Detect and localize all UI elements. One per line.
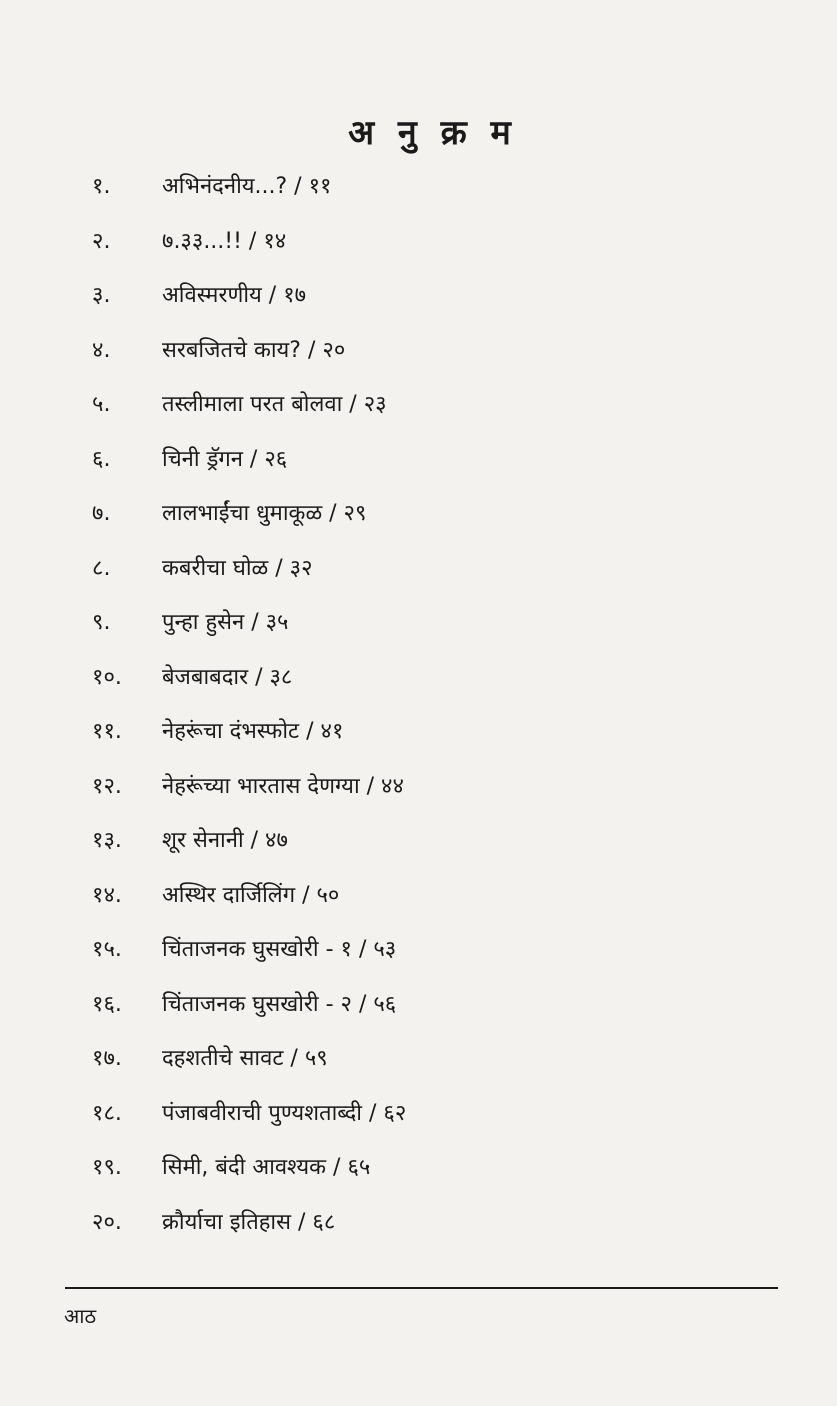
- toc-entry-title: अविस्मरणीय / १७: [162, 283, 307, 308]
- toc-entry: [0, 928, 837, 983]
- toc-entry-number: १७.: [92, 1046, 122, 1071]
- toc-entry-title: सिमी, बंदी आवश्यक / ६५: [162, 1155, 371, 1180]
- toc-entry-title: ७.३३...!! / १४: [162, 228, 287, 254]
- toc-entry: [0, 874, 837, 929]
- toc-entry: [0, 710, 837, 765]
- toc-entry-title: चिंताजनक घुसखोरी - २ / ५६: [162, 991, 397, 1017]
- table-of-contents: [0, 165, 837, 1255]
- toc-entry: [0, 656, 837, 711]
- toc-entry-number: ५.: [92, 392, 111, 417]
- toc-entry-title: कबरीचा घोळ / ३२: [162, 555, 313, 581]
- toc-entry-number: ३.: [92, 283, 111, 308]
- toc-entry-number: ४.: [92, 337, 111, 363]
- toc-entry-title: पंजाबवीराची पुण्यशताब्दी / ६२: [162, 1100, 407, 1126]
- toc-entry-title: अभिनंदनीय...? / ११: [162, 174, 332, 199]
- toc-entry: [0, 1201, 837, 1256]
- toc-entry-title: नेहरूंच्या भारतास देणग्या / ४४: [162, 773, 404, 799]
- toc-entry: [0, 492, 837, 547]
- toc-entry-number: १५.: [92, 937, 122, 962]
- toc-entry-title: तस्लीमाला परत बोलवा / २३: [162, 392, 387, 417]
- toc-entry-title: बेजबाबदार / ३८: [162, 664, 293, 690]
- toc-entry-title: लालभाईंचा धुमाकूळ / २९: [162, 501, 367, 526]
- toc-entry-number: २.: [92, 228, 111, 254]
- toc-entry: [0, 1092, 837, 1147]
- toc-entry-title: दहशतीचे सावट / ५९: [162, 1046, 328, 1071]
- toc-entry-number: १४.: [92, 882, 122, 908]
- toc-entry-number: १२.: [92, 773, 122, 799]
- toc-entry: [0, 165, 837, 220]
- toc-entry: [0, 765, 837, 820]
- toc-entry-title: सरबजितचे काय? / २०: [162, 337, 346, 363]
- toc-entry-number: १.: [92, 174, 111, 199]
- toc-entry-number: १६.: [92, 991, 122, 1017]
- toc-entry-title: चिनी ड्रॅगन / २६: [162, 446, 288, 472]
- footer-divider: [65, 1287, 778, 1289]
- toc-entry-number: ८.: [92, 555, 111, 581]
- toc-entry-title: शूर सेनानी / ४७: [162, 828, 288, 853]
- toc-entry-number: २०.: [92, 1209, 122, 1235]
- toc-entry: [0, 329, 837, 384]
- toc-entry-title: क्रौर्याचा इतिहास / ६८: [162, 1209, 336, 1235]
- toc-entry-number: १९.: [92, 1155, 122, 1180]
- toc-entry: [0, 383, 837, 438]
- toc-entry-number: ७.: [92, 501, 111, 526]
- toc-entry-title: अस्थिर दार्जिलिंग / ५०: [162, 882, 340, 908]
- toc-entry-number: १०.: [92, 664, 122, 690]
- toc-entry-number: ६.: [92, 446, 111, 472]
- toc-entry-title: नेहरूंचा दंभस्फोट / ४१: [162, 719, 344, 744]
- toc-entry: [0, 819, 837, 874]
- page-number: आठ: [64, 1304, 97, 1328]
- toc-entry: [0, 547, 837, 602]
- toc-entry: [0, 1146, 837, 1201]
- toc-entry: [0, 274, 837, 329]
- page-title: अ नु क्र म: [348, 113, 517, 153]
- toc-entry-number: १८.: [92, 1100, 122, 1126]
- toc-entry-number: ११.: [92, 719, 122, 744]
- toc-entry-number: १३.: [92, 828, 122, 853]
- toc-entry-title: पुन्हा हुसेन / ३५: [162, 610, 289, 635]
- toc-entry: [0, 983, 837, 1038]
- toc-entry: [0, 220, 837, 275]
- toc-entry: [0, 601, 837, 656]
- toc-entry: [0, 1037, 837, 1092]
- toc-entry-title: चिंताजनक घुसखोरी - १ / ५३: [162, 937, 397, 962]
- toc-entry-number: ९.: [92, 610, 111, 635]
- toc-entry: [0, 438, 837, 493]
